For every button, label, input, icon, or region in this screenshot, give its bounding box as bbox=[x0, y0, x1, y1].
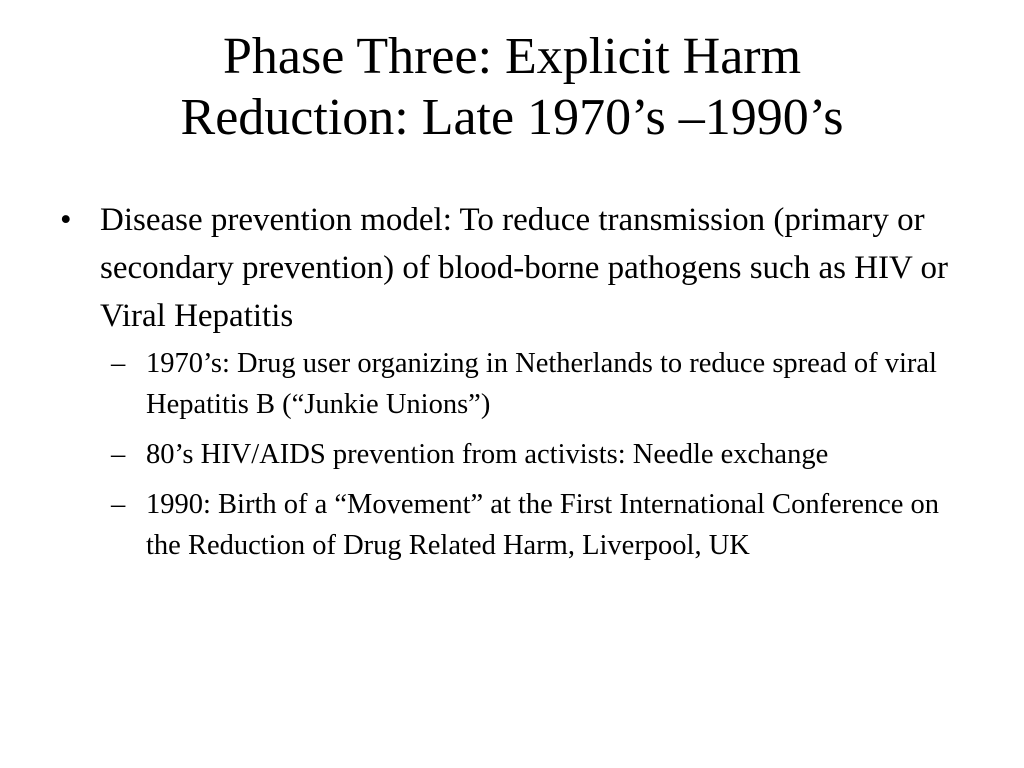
sub-bullet-80s bbox=[111, 434, 980, 475]
main-bullet-text: Disease prevention model: To reduce transmission (primary or secondary prevention) of blood-borne pathogens such as HIV or Viral Hepatitis bbox=[100, 202, 948, 334]
dash-marker: – bbox=[111, 348, 126, 379]
dash-marker: – bbox=[111, 489, 126, 520]
main-bullet bbox=[60, 196, 980, 340]
sub-bullet-1970s bbox=[111, 343, 980, 425]
bullet-marker: • bbox=[60, 202, 72, 238]
slide-body bbox=[60, 196, 980, 575]
slide-title-line-2: Reduction: Late 1970’s –1990’s bbox=[180, 89, 844, 146]
sub-bullet-text: 1970’s: Drug user organizing in Netherlands to reduce spread of viral Hepatitis B (“Junkie Unions”) bbox=[146, 348, 937, 420]
dash-marker: – bbox=[111, 439, 126, 470]
sub-bullet-1990 bbox=[111, 484, 980, 566]
sub-bullet-list bbox=[60, 343, 980, 566]
sub-bullet-text: 1990: Birth of a “Movement” at the First International Conference on the Reduction of Drug Related Harm, Liverpool, UK bbox=[146, 489, 940, 561]
slide-title-line-1: Phase Three: Explicit Harm bbox=[222, 28, 802, 85]
sub-bullet-text: 80’s HIV/AIDS prevention from activists: Needle exchange bbox=[146, 439, 829, 470]
slide-title bbox=[40, 26, 984, 148]
